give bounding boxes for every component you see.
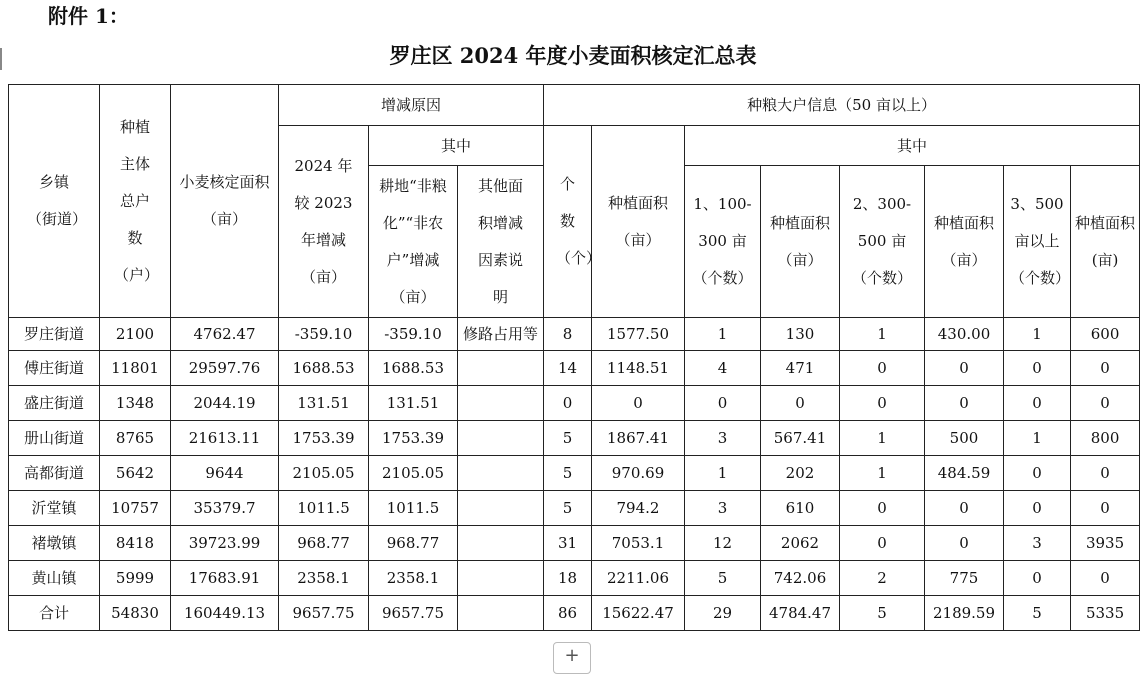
cell-households: 2100 [100, 318, 171, 351]
cell-count: 5 [544, 421, 592, 456]
cell-count: 18 [544, 561, 592, 596]
cell-wheat-area: 160449.13 [171, 596, 279, 631]
cell-change-farmland: 1753.39 [369, 421, 458, 456]
cell-plant-area: 2211.06 [592, 561, 685, 596]
cell-households: 1348 [100, 386, 171, 421]
cell-g3-count: 1 [1004, 421, 1071, 456]
cell-wheat-area: 21613.11 [171, 421, 279, 456]
table-row [9, 386, 1140, 421]
cell-change-other [458, 456, 544, 491]
cell-count: 14 [544, 351, 592, 386]
header-wheat-area: 小麦核定面积（亩） [171, 85, 279, 318]
cell-g3-count: 0 [1004, 491, 1071, 526]
cell-change-farmland: 1011.5 [369, 491, 458, 526]
cell-count: 8 [544, 318, 592, 351]
cell-change-farmland: -359.10 [369, 318, 458, 351]
cell-g1-area: 2062 [761, 526, 840, 561]
cell-wheat-area: 17683.91 [171, 561, 279, 596]
add-row-button[interactable]: + [553, 642, 591, 674]
cell-g2-count: 5 [840, 596, 925, 631]
cell-g1-area: 471 [761, 351, 840, 386]
cell-g2-count: 1 [840, 318, 925, 351]
cell-change-farmland: 968.77 [369, 526, 458, 561]
header-g1-area: 种植面积（亩） [761, 166, 840, 318]
table-body [9, 318, 1140, 631]
cell-g3-count: 0 [1004, 456, 1071, 491]
header-households: 种植主体总户数（户） [100, 85, 171, 318]
cell-town: 高都街道 [9, 456, 100, 491]
header-change-farmland: 耕地“非粮化”“非农户”增减（亩） [369, 166, 458, 318]
cell-g3-area: 0 [1071, 491, 1140, 526]
annex-label: 附件 1： [48, 4, 129, 28]
cell-change-other [458, 421, 544, 456]
cell-town: 合计 [9, 596, 100, 631]
cell-count: 5 [544, 456, 592, 491]
cell-g1-count: 3 [685, 491, 761, 526]
table-row [9, 318, 1140, 351]
cell-g2-count: 0 [840, 491, 925, 526]
cell-g3-count: 5 [1004, 596, 1071, 631]
cell-g2-area: 484.59 [925, 456, 1004, 491]
cell-g3-area: 0 [1071, 561, 1140, 596]
cell-g1-count: 5 [685, 561, 761, 596]
cell-g2-count: 0 [840, 526, 925, 561]
page-title: 罗庄区 2024 年度小麦面积核定汇总表 [389, 43, 757, 68]
cell-g1-area: 4784.47 [761, 596, 840, 631]
table-row [9, 491, 1140, 526]
cell-g1-count: 1 [685, 456, 761, 491]
cell-g1-count: 29 [685, 596, 761, 631]
cell-g2-area: 2189.59 [925, 596, 1004, 631]
header-g2-count: 2、300-500 亩（个数） [840, 166, 925, 318]
cell-households: 8418 [100, 526, 171, 561]
cell-g3-area: 0 [1071, 386, 1140, 421]
cell-count: 5 [544, 491, 592, 526]
cell-change-farmland: 2358.1 [369, 561, 458, 596]
cell-change-farmland: 2105.05 [369, 456, 458, 491]
cell-g1-count: 12 [685, 526, 761, 561]
cell-households: 5999 [100, 561, 171, 596]
cell-change-total: 9657.75 [279, 596, 369, 631]
header-plant-area: 种植面积（亩） [592, 126, 685, 318]
header-large-of-which: 其中 [685, 126, 1140, 166]
cell-g2-count: 0 [840, 386, 925, 421]
cell-g1-count: 0 [685, 386, 761, 421]
cell-g2-area: 775 [925, 561, 1004, 596]
cell-change-total: 1753.39 [279, 421, 369, 456]
cell-g2-count: 1 [840, 421, 925, 456]
cell-g2-count: 2 [840, 561, 925, 596]
cell-change-other: 修路占用等 [458, 318, 544, 351]
header-change-other: 其他面积增减因素说明 [458, 166, 544, 318]
cell-households: 8765 [100, 421, 171, 456]
table-header [9, 85, 1140, 318]
cell-g3-count: 0 [1004, 561, 1071, 596]
cell-g3-count: 0 [1004, 386, 1071, 421]
cell-g2-area: 0 [925, 491, 1004, 526]
cell-g1-area: 567.41 [761, 421, 840, 456]
cell-plant-area: 794.2 [592, 491, 685, 526]
cell-town: 册山街道 [9, 421, 100, 456]
header-g2-area: 种植面积（亩） [925, 166, 1004, 318]
cell-count: 31 [544, 526, 592, 561]
cell-change-total: -359.10 [279, 318, 369, 351]
table-row-total [9, 596, 1140, 631]
cell-change-other [458, 526, 544, 561]
cell-town: 罗庄街道 [9, 318, 100, 351]
cell-change-total: 2358.1 [279, 561, 369, 596]
table-row [9, 561, 1140, 596]
cell-change-total: 131.51 [279, 386, 369, 421]
cell-wheat-area: 4762.47 [171, 318, 279, 351]
cell-change-farmland: 1688.53 [369, 351, 458, 386]
header-town: 乡镇（街道） [9, 85, 100, 318]
cell-plant-area: 0 [592, 386, 685, 421]
cell-town: 沂堂镇 [9, 491, 100, 526]
cell-households: 10757 [100, 491, 171, 526]
cell-g3-area: 600 [1071, 318, 1140, 351]
cell-wheat-area: 9644 [171, 456, 279, 491]
cell-g1-area: 0 [761, 386, 840, 421]
cell-g2-area: 0 [925, 386, 1004, 421]
cell-change-total: 1011.5 [279, 491, 369, 526]
cell-change-other [458, 351, 544, 386]
cell-plant-area: 1867.41 [592, 421, 685, 456]
cell-town: 盛庄街道 [9, 386, 100, 421]
cell-g2-area: 0 [925, 526, 1004, 561]
cell-g1-area: 610 [761, 491, 840, 526]
table-row [9, 526, 1140, 561]
cell-wheat-area: 29597.76 [171, 351, 279, 386]
cell-g3-area: 800 [1071, 421, 1140, 456]
cell-g3-area: 0 [1071, 456, 1140, 491]
cell-change-total: 2105.05 [279, 456, 369, 491]
header-large-grain: 种粮大户信息（50 亩以上） [544, 85, 1140, 126]
header-change-of-which: 其中 [369, 126, 544, 166]
cell-wheat-area: 2044.19 [171, 386, 279, 421]
cell-change-farmland: 9657.75 [369, 596, 458, 631]
cell-change-farmland: 131.51 [369, 386, 458, 421]
cell-town: 黄山镇 [9, 561, 100, 596]
cell-change-total: 968.77 [279, 526, 369, 561]
cell-count: 86 [544, 596, 592, 631]
cell-town: 傅庄街道 [9, 351, 100, 386]
cell-g1-count: 1 [685, 318, 761, 351]
cell-g2-area: 500 [925, 421, 1004, 456]
cell-g2-count: 0 [840, 351, 925, 386]
cell-households: 11801 [100, 351, 171, 386]
cell-count: 0 [544, 386, 592, 421]
cell-g3-count: 3 [1004, 526, 1071, 561]
cell-g3-area: 0 [1071, 351, 1140, 386]
cell-town: 褚墩镇 [9, 526, 100, 561]
header-change-total: 2024 年较 2023 年增减（亩） [279, 126, 369, 318]
cell-plant-area: 1577.50 [592, 318, 685, 351]
cell-wheat-area: 39723.99 [171, 526, 279, 561]
cell-change-other [458, 491, 544, 526]
cell-g3-count: 0 [1004, 351, 1071, 386]
cell-g1-count: 3 [685, 421, 761, 456]
cell-plant-area: 970.69 [592, 456, 685, 491]
cell-households: 5642 [100, 456, 171, 491]
table-row [9, 456, 1140, 491]
summary-table [8, 84, 1140, 631]
cell-wheat-area: 35379.7 [171, 491, 279, 526]
cell-g3-area: 3935 [1071, 526, 1140, 561]
cell-plant-area: 1148.51 [592, 351, 685, 386]
cell-g2-area: 430.00 [925, 318, 1004, 351]
cell-plant-area: 7053.1 [592, 526, 685, 561]
cell-g1-area: 202 [761, 456, 840, 491]
header-g3-area: 种植面积(亩) [1071, 166, 1140, 318]
table-row [9, 421, 1140, 456]
header-g1-count: 1、100-300 亩（个数） [685, 166, 761, 318]
header-change-reason: 增减原因 [279, 85, 544, 126]
table-row [9, 351, 1140, 386]
cell-g2-area: 0 [925, 351, 1004, 386]
cell-change-total: 1688.53 [279, 351, 369, 386]
cell-households: 54830 [100, 596, 171, 631]
cell-g2-count: 1 [840, 456, 925, 491]
cell-g1-count: 4 [685, 351, 761, 386]
cell-plant-area: 15622.47 [592, 596, 685, 631]
header-g3-count: 3、500 亩以上（个数） [1004, 166, 1071, 318]
cell-g1-area: 130 [761, 318, 840, 351]
cell-g3-area: 5335 [1071, 596, 1140, 631]
cell-g3-count: 1 [1004, 318, 1071, 351]
cell-g1-area: 742.06 [761, 561, 840, 596]
header-count: 个数（个） [544, 126, 592, 318]
cell-change-other [458, 386, 544, 421]
cell-change-other [458, 596, 544, 631]
cell-change-other [458, 561, 544, 596]
